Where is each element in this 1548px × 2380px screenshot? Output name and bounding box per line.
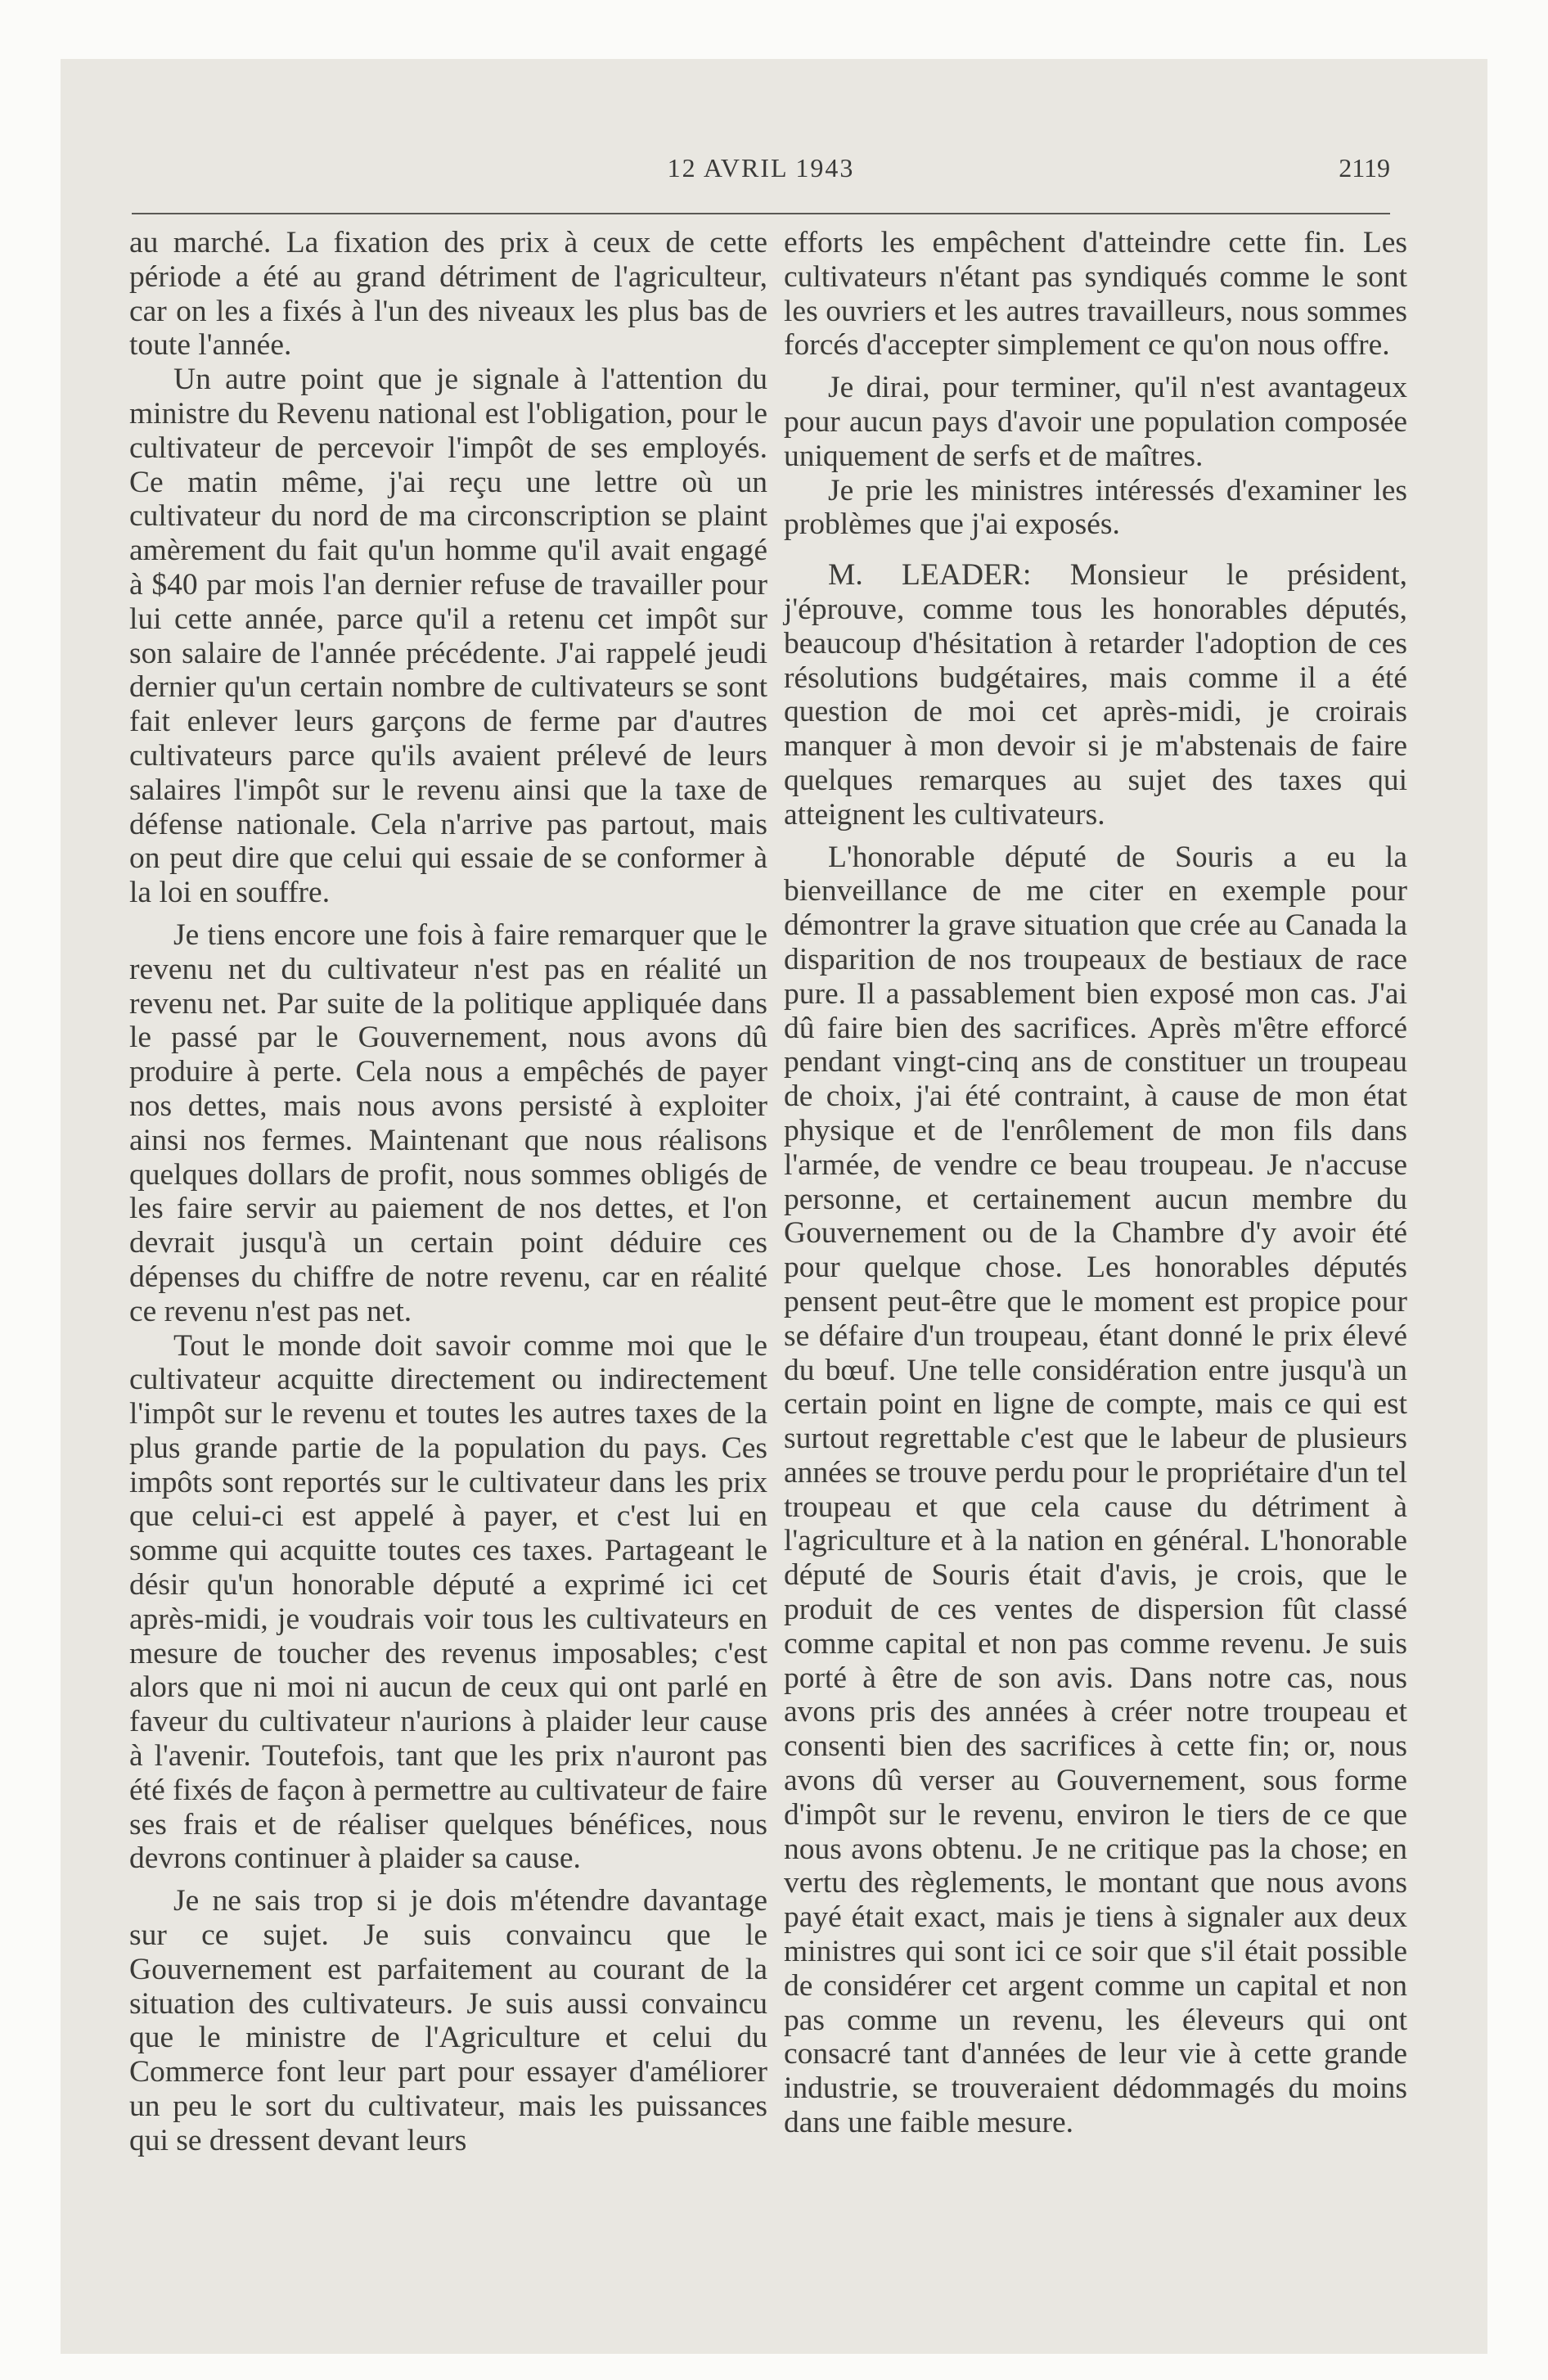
speaker-paragraph: M. LEADER: Monsieur le président, j'éprouve, comme tous les honorables députés, beaucoup d'hésitation à retarder l'adoption de ces résolutions budgétaires, mais comme il a été question de moi cet après-midi, je croirais manquer à mon devoir si je m'abstenais de faire quelques remarques au sujet des taxes qui atteignent les cultivateurs. bbox=[784, 558, 1407, 832]
paragraph: Je ne sais trop si je dois m'étendre davantage sur ce sujet. Je suis convaincu que le Gouvernement est parfaitement au courant de la situation des cultivateurs. Je suis aussi convaincu que le ministre de l'Agriculture et celui du Commerce font leur part pour essayer d'améliorer un peu le sort du cultivateur, mais les puissances qui se dressent devant leurs bbox=[129, 1884, 767, 2157]
page-number: 2119 bbox=[1339, 153, 1390, 183]
paragraph: Je tiens encore une fois à faire remarquer que le revenu net du cultivateur n'est pas en réalité un revenu net. Par suite de la politique appliquée dans le passé par le Gouvernement, nous avons dû produire à perte. Cela nous a empêchés de payer nos dettes, mais nous avons persisté à exploiter ainsi nos fermes. Maintenant que nous réalisons quelques dollars de profit, nous sommes obligés de les faire servir au paiement de nos dettes, et l'on devrait jusqu'à un certain point déduire ces dépenses du chiffre de notre revenu, car en réalité ce revenu n'est pas net. bbox=[129, 917, 767, 1328]
header-rule bbox=[132, 213, 1390, 214]
paragraph: Tout le monde doit savoir comme moi que le cultivateur acquitte directement ou indirectement l'impôt sur le revenu et toutes les autres taxes de la plus grande partie de la population du pays. Ces impôts sont reportés sur le cultivateur dans les prix que celui-ci est appelé à payer, et c'est lui en somme qui acquitte toutes ces taxes. Partageant le désir qu'un honorable député a exprimé ici cet après-midi, je voudrais voir tous les cultivateurs en mesure de toucher des revenus imposables; c'est alors que ni moi ni aucun de ceux qui ont parlé en faveur du cultivateur n'aurions à plaider leur cause à l'avenir. Toutefois, tant que les prix n'auront pas été fixés de façon à permettre au cultivateur de faire ses frais et de réaliser quelques bénéfices, nous devrons continuer à plaider sa cause. bbox=[129, 1328, 767, 1876]
right-column bbox=[784, 226, 1407, 2140]
page-date: 12 AVRIL 1943 bbox=[667, 153, 855, 183]
paragraph: efforts les empêchent d'atteindre cette fin. Les cultivateurs n'étant pas syndiqués comme le sont les ouvriers et les autres travailleurs, nous sommes forcés d'accepter simplement ce qu'on nous offre. bbox=[784, 226, 1407, 363]
paragraph: au marché. La fixation des prix à ceux de cette période a été au grand détriment de l'agriculteur, car on les a fixés à l'un des niveaux les plus bas de toute l'année. bbox=[129, 226, 767, 363]
paragraph: Je dirai, pour terminer, qu'il n'est avantageux pour aucun pays d'avoir une population composée uniquement de serfs et de maîtres. bbox=[784, 371, 1407, 473]
paragraph: L'honorable député de Souris a eu la bienveillance de me citer en exemple pour démontrer la grave situation que crée au Canada la disparition de nos troupeaux de bestiaux de race pure. Il a passablement bien exposé mon cas. J'ai dû faire bien des sacrifices. Après m'être efforcé pendant vingt-cinq ans de constituer un troupeau de choix, j'ai été contraint, à cause de mon état physique et de l'enrôlement de mon fils dans l'armée, de vendre ce beau troupeau. Je n'accuse personne, et certainement aucun membre du Gouvernement ou de la Chambre d'y avoir été pour quelque chose. Les honorables députés pensent peut-être que le moment est propice pour se défaire d'un troupeau, étant donné le prix élevé du bœuf. Une telle considération entre jusqu'à un certain point en ligne de compte, mais ce qui est surtout regrettable c'est que le labeur de plusieurs années se trouve perdu pour le propriétaire d'un tel troupeau et que cela cause du détriment à l'agriculture et à la nation en général. L'honorable député de Souris était d'avis, je crois, que le produit de ces ventes de dispersion fût classé comme capital et non pas comme revenu. Je suis porté à être de son avis. Dans notre cas, nous avons pris des années à créer notre troupeau et consenti bien des sacrifices à cette fin; or, nous avons dû verser au Gouvernement, sous forme d'impôt sur le revenu, environ le tiers de ce que nous avons obtenu. Je ne critique pas la chose; en vertu des règlements, le montant que nous avons payé était exact, mais je tiens à signaler aux deux ministres qui sont ici ce soir que s'il était possible de considérer cet argent comme un capital et non pas comme un revenu, les éleveurs qui ont consacré tant d'années de leur vie à cette grande industrie, se trouveraient dédommagés du moins dans une faible mesure. bbox=[784, 840, 1407, 2140]
paragraph: Je prie les ministres intéressés d'examiner les problèmes que j'ai exposés. bbox=[784, 473, 1407, 542]
left-column bbox=[129, 226, 767, 2158]
paragraph: Un autre point que je signale à l'attention du ministre du Revenu national est l'obligation, pour le cultivateur de percevoir l'impôt de ses employés. Ce matin même, j'ai reçu une lettre où un cultivateur du nord de ma circonscription se plaint amèrement du fait qu'un homme qu'il avait engagé à $40 par mois l'an dernier refuse de travailler pour lui cette année, parce qu'il a retenu cet impôt sur son salaire de l'année précédente. J'ai rappelé jeudi dernier qu'un certain nombre de cultivateurs se sont fait enlever leurs garçons de ferme par d'autres cultivateurs parce qu'ils avaient prélevé de leurs salaires l'impôt sur le revenu ainsi que la taxe de défense nationale. Cela n'arrive pas partout, mais on peut dire que celui qui essaie de se conformer à la loi en souffre. bbox=[129, 363, 767, 910]
page-header bbox=[132, 151, 1390, 192]
